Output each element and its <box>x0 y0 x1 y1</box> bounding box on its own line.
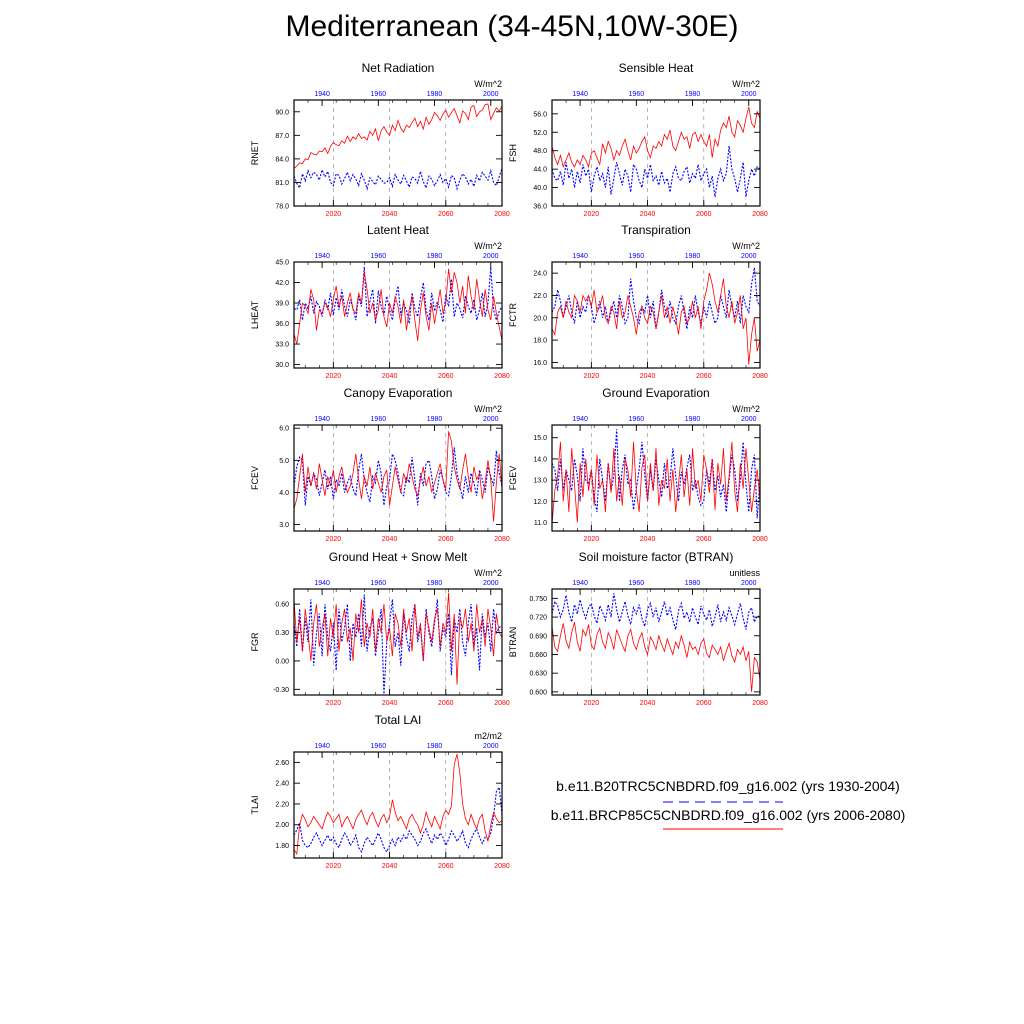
ground-evaporation-ytick-label: 13.0 <box>533 477 547 485</box>
net-radiation-ytick-label: 90.0 <box>275 109 289 117</box>
total-lai-units: m2/m2 <box>474 731 502 741</box>
ground-evaporation-xtick-label-top: 1960 <box>628 416 645 423</box>
net-radiation-ytick-label: 81.0 <box>275 179 289 187</box>
soil-moisture-factor-btran-series-future <box>552 622 760 692</box>
net-radiation-ytick-label: 78.0 <box>275 203 289 211</box>
sensible-heat-xtick-label-top: 1960 <box>628 91 645 98</box>
canopy-evaporation-title: Canopy Evaporation <box>343 386 453 400</box>
soil-moisture-factor-btran-ylabel: BTRAN <box>508 626 518 658</box>
ground-evaporation-series-historical <box>552 429 760 518</box>
net-radiation-xtick-label-top: 2000 <box>482 91 499 98</box>
transpiration-xtick-label-top: 1980 <box>684 253 701 260</box>
soil-moisture-factor-btran-ytick-label: 0.690 <box>529 633 547 641</box>
latent-heat-ylabel: LHEAT <box>250 300 260 330</box>
ground-evaporation-ytick-label: 14.0 <box>533 456 547 464</box>
ground-evaporation-xtick-label-bottom: 2020 <box>583 536 600 543</box>
soil-moisture-factor-btran-xtick-label-top: 1980 <box>684 580 701 587</box>
sensible-heat-title: Sensible Heat <box>618 61 694 75</box>
soil-moisture-factor-btran-xtick-label-bottom: 2060 <box>695 700 712 707</box>
net-radiation-xtick-label-bottom: 2040 <box>381 211 398 218</box>
net-radiation-xtick-label-top: 1940 <box>314 91 330 98</box>
ground-evaporation-xtick-label-bottom: 2040 <box>639 536 656 543</box>
net-radiation-ytick-label: 87.0 <box>275 132 289 140</box>
ground-heat-snow-melt-xtick-label-bottom: 2060 <box>437 700 454 707</box>
net-radiation-ytick-label: 84.0 <box>275 156 289 164</box>
ground-heat-snow-melt-ylabel: FGR <box>250 632 260 652</box>
soil-moisture-factor-btran-xtick-label-top: 1940 <box>572 580 588 587</box>
soil-moisture-factor-btran-xtick-label-top: 1960 <box>628 580 645 587</box>
soil-moisture-factor-btran-ytick-label: 0.720 <box>529 614 547 622</box>
transpiration-xtick-label-top: 1960 <box>628 253 645 260</box>
net-radiation-xtick-label-bottom: 2060 <box>437 211 454 218</box>
sensible-heat-units: W/m^2 <box>732 79 760 89</box>
latent-heat-xtick-label-bottom: 2080 <box>494 373 510 380</box>
net-radiation-series-future <box>294 104 502 168</box>
total-lai-xtick-label-top: 1980 <box>426 743 443 750</box>
page-title: Mediterranean (34-45N,10W-30E) <box>285 10 739 43</box>
sensible-heat-xtick-label-bottom: 2060 <box>695 211 712 218</box>
sensible-heat-ytick-label: 48.0 <box>533 148 547 156</box>
total-lai-xtick-label-top: 1940 <box>314 743 330 750</box>
ground-evaporation-ylabel: FGEV <box>508 465 518 491</box>
canopy-evaporation-ytick-label: 5.0 <box>279 457 289 465</box>
ground-evaporation-units: W/m^2 <box>732 404 760 414</box>
soil-moisture-factor-btran-title: Soil moisture factor (BTRAN) <box>578 550 734 564</box>
transpiration-frame <box>552 262 760 368</box>
transpiration-ytick-label: 22.0 <box>533 292 547 300</box>
ground-evaporation-ytick-label: 12.0 <box>533 498 547 506</box>
total-lai-xtick-label-bottom: 2020 <box>325 863 342 870</box>
latent-heat-ytick-label: 39.0 <box>275 300 289 308</box>
sensible-heat-frame <box>552 100 760 206</box>
legend-label-future: b.e11.BRCP85C5CNBDRD.f09_g16.002 (yrs 2006-2080) <box>550 807 906 823</box>
sensible-heat-ytick-label: 52.0 <box>533 129 547 137</box>
ground-evaporation-ytick-label: 11.0 <box>533 520 547 528</box>
transpiration-ytick-label: 16.0 <box>533 359 547 367</box>
sensible-heat-series-historical <box>552 146 760 197</box>
transpiration-series-future <box>552 273 760 364</box>
transpiration-xtick-label-bottom: 2020 <box>583 373 600 380</box>
transpiration-xtick-label-top: 2000 <box>740 253 757 260</box>
latent-heat-xtick-label-top: 1940 <box>314 253 330 260</box>
ground-evaporation-xtick-label-top: 1940 <box>572 416 588 423</box>
net-radiation-ylabel: RNET <box>250 140 260 166</box>
canopy-evaporation-xtick-label-top: 1940 <box>314 416 330 423</box>
latent-heat-ytick-label: 42.0 <box>275 280 289 288</box>
legend-swatch-future <box>663 826 787 832</box>
sensible-heat-ytick-label: 40.0 <box>533 185 547 193</box>
soil-moisture-factor-btran-ytick-label: 0.750 <box>529 595 547 603</box>
net-radiation-title: Net Radiation <box>361 61 435 75</box>
sensible-heat-xtick-label-bottom: 2080 <box>752 211 768 218</box>
canopy-evaporation-ylabel: FCEV <box>250 465 260 491</box>
soil-moisture-factor-btran-frame <box>552 589 760 695</box>
ground-heat-snow-melt-xtick-label-top: 1960 <box>370 580 387 587</box>
canopy-evaporation-xtick-label-top: 1980 <box>426 416 443 423</box>
soil-moisture-factor-btran-ytick-label: 0.660 <box>529 651 547 659</box>
ground-evaporation-xtick-label-top: 2000 <box>740 416 757 423</box>
transpiration-xtick-label-bottom: 2040 <box>639 373 656 380</box>
net-radiation-units: W/m^2 <box>474 79 502 89</box>
ground-heat-snow-melt-xtick-label-bottom: 2020 <box>325 700 342 707</box>
transpiration-title: Transpiration <box>621 223 691 237</box>
total-lai-ytick-label: 2.40 <box>275 780 289 788</box>
ground-heat-snow-melt-xtick-label-top: 1980 <box>426 580 443 587</box>
total-lai-ytick-label: 2.00 <box>275 822 289 830</box>
soil-moisture-factor-btran-series-historical <box>552 593 760 629</box>
total-lai-xtick-label-bottom: 2060 <box>437 863 454 870</box>
ground-heat-snow-melt-xtick-label-bottom: 2080 <box>494 700 510 707</box>
soil-moisture-factor-btran-xtick-label-top: 2000 <box>740 580 757 587</box>
ground-evaporation-xtick-label-top: 1980 <box>684 416 701 423</box>
net-radiation-series-historical <box>294 168 502 188</box>
ground-heat-snow-melt-units: W/m^2 <box>474 568 502 578</box>
latent-heat-xtick-label-bottom: 2040 <box>381 373 398 380</box>
latent-heat-xtick-label-top: 2000 <box>482 253 499 260</box>
ground-heat-snow-melt-xtick-label-top: 1940 <box>314 580 330 587</box>
transpiration-units: W/m^2 <box>732 241 760 251</box>
transpiration-ytick-label: 20.0 <box>533 315 547 323</box>
latent-heat-title: Latent Heat <box>366 223 430 237</box>
ground-heat-snow-melt-ytick-label: 0.00 <box>275 658 289 666</box>
sensible-heat-ytick-label: 36.0 <box>533 203 547 211</box>
canopy-evaporation-xtick-label-bottom: 2060 <box>437 536 454 543</box>
total-lai-ytick-label: 1.80 <box>275 843 289 851</box>
latent-heat-series-future <box>294 269 502 344</box>
latent-heat-ytick-label: 36.0 <box>275 321 289 329</box>
sensible-heat-ylabel: FSH <box>508 144 518 162</box>
total-lai-title: Total LAI <box>374 713 422 727</box>
ground-heat-snow-melt-xtick-label-top: 2000 <box>482 580 499 587</box>
latent-heat-units: W/m^2 <box>474 241 502 251</box>
ground-evaporation-title: Ground Evaporation <box>602 386 710 400</box>
total-lai-xtick-label-bottom: 2080 <box>494 863 510 870</box>
ground-heat-snow-melt-ytick-label: -0.30 <box>273 686 289 694</box>
net-radiation-frame <box>294 100 502 206</box>
latent-heat-ytick-label: 33.0 <box>275 341 289 349</box>
total-lai-xtick-label-bottom: 2040 <box>381 863 398 870</box>
soil-moisture-factor-btran-xtick-label-bottom: 2080 <box>752 700 768 707</box>
transpiration-ytick-label: 18.0 <box>533 337 547 345</box>
latent-heat-xtick-label-bottom: 2060 <box>437 373 454 380</box>
latent-heat-xtick-label-bottom: 2020 <box>325 373 342 380</box>
canopy-evaporation-xtick-label-bottom: 2080 <box>494 536 510 543</box>
transpiration-xtick-label-bottom: 2060 <box>695 373 712 380</box>
legend-swatch-historical <box>663 799 787 805</box>
latent-heat-ytick-label: 30.0 <box>275 362 289 370</box>
latent-heat-frame <box>294 262 502 368</box>
latent-heat-xtick-label-top: 1980 <box>426 253 443 260</box>
ground-heat-snow-melt-title: Ground Heat + Snow Melt <box>328 550 468 564</box>
canopy-evaporation-ytick-label: 3.0 <box>279 522 289 530</box>
ground-heat-snow-melt-ytick-label: 0.30 <box>275 630 289 638</box>
transpiration-ytick-label: 24.0 <box>533 270 547 278</box>
net-radiation-xtick-label-top: 1960 <box>370 91 387 98</box>
ground-heat-snow-melt-xtick-label-bottom: 2040 <box>381 700 398 707</box>
total-lai-frame <box>294 752 502 858</box>
ground-evaporation-ytick-label: 15.0 <box>533 435 547 443</box>
latent-heat-xtick-label-top: 1960 <box>370 253 387 260</box>
sensible-heat-xtick-label-bottom: 2020 <box>583 211 600 218</box>
legend-label-historical: b.e11.B20TRC5CNBDRD.f09_g16.002 (yrs 1930-2004) <box>556 778 900 794</box>
sensible-heat-xtick-label-top: 1940 <box>572 91 588 98</box>
sensible-heat-series-future <box>552 107 760 167</box>
net-radiation-xtick-label-bottom: 2020 <box>325 211 342 218</box>
sensible-heat-xtick-label-top: 1980 <box>684 91 701 98</box>
total-lai-ytick-label: 2.20 <box>275 801 289 809</box>
soil-moisture-factor-btran-units: unitless <box>729 568 760 578</box>
net-radiation-xtick-label-top: 1980 <box>426 91 443 98</box>
canopy-evaporation-ytick-label: 6.0 <box>279 425 289 433</box>
canopy-evaporation-series-historical <box>294 447 502 505</box>
ground-heat-snow-melt-ytick-label: 0.60 <box>275 601 289 609</box>
soil-moisture-factor-btran-ytick-label: 0.600 <box>529 689 547 697</box>
latent-heat-ytick-label: 45.0 <box>275 259 289 267</box>
net-radiation-xtick-label-bottom: 2080 <box>494 211 510 218</box>
transpiration-ylabel: FCTR <box>508 303 518 327</box>
soil-moisture-factor-btran-xtick-label-bottom: 2020 <box>583 700 600 707</box>
transpiration-xtick-label-top: 1940 <box>572 253 588 260</box>
canopy-evaporation-xtick-label-bottom: 2040 <box>381 536 398 543</box>
sensible-heat-xtick-label-bottom: 2040 <box>639 211 656 218</box>
total-lai-ytick-label: 2.60 <box>275 759 289 767</box>
sensible-heat-ytick-label: 44.0 <box>533 166 547 174</box>
ground-evaporation-xtick-label-bottom: 2060 <box>695 536 712 543</box>
ground-evaporation-xtick-label-bottom: 2080 <box>752 536 768 543</box>
soil-moisture-factor-btran-ytick-label: 0.630 <box>529 670 547 678</box>
transpiration-series-historical <box>552 268 760 329</box>
canopy-evaporation-ytick-label: 4.0 <box>279 489 289 497</box>
sensible-heat-xtick-label-top: 2000 <box>740 91 757 98</box>
canopy-evaporation-xtick-label-top: 2000 <box>482 416 499 423</box>
total-lai-ylabel: TLAI <box>250 795 260 815</box>
ground-heat-snow-melt-series-historical <box>294 595 502 694</box>
canopy-evaporation-units: W/m^2 <box>474 404 502 414</box>
canopy-evaporation-xtick-label-top: 1960 <box>370 416 387 423</box>
canopy-evaporation-xtick-label-bottom: 2020 <box>325 536 342 543</box>
transpiration-xtick-label-bottom: 2080 <box>752 373 768 380</box>
total-lai-xtick-label-top: 2000 <box>482 743 499 750</box>
soil-moisture-factor-btran-xtick-label-bottom: 2040 <box>639 700 656 707</box>
total-lai-xtick-label-top: 1960 <box>370 743 387 750</box>
sensible-heat-ytick-label: 56.0 <box>533 111 547 119</box>
